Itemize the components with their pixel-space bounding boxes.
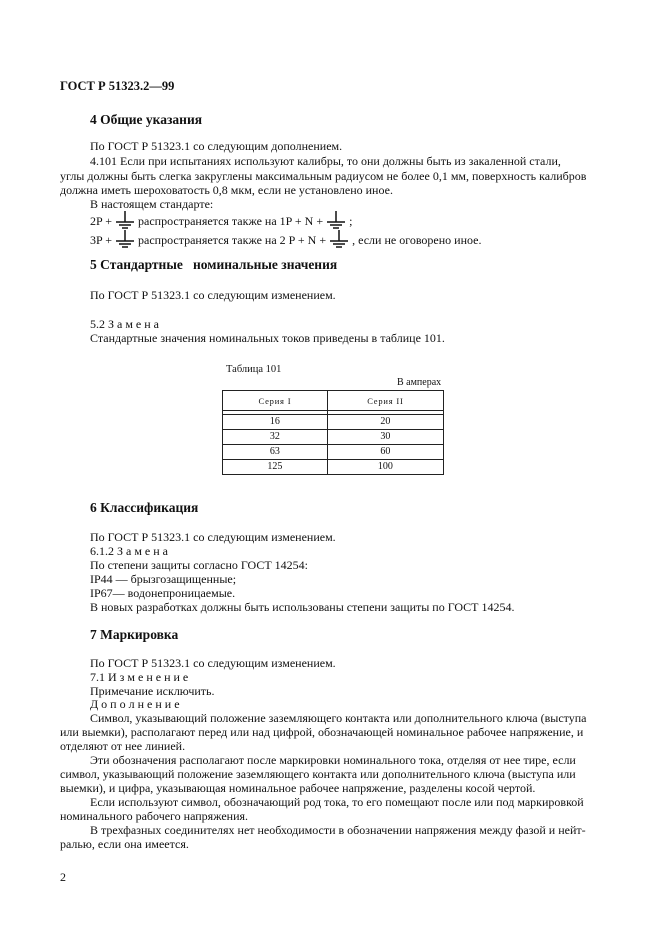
earth-ground-icon bbox=[115, 230, 135, 252]
para-c-line1: Если используют символ, обозначающий род тока, то его помещают после или под маркировкой bbox=[90, 795, 584, 809]
para-d-line1: В трехфазных соединителях нет необходимости в обозначении напряжения между фазой и нейт- bbox=[90, 823, 586, 837]
para-d-line2: ралью, если она имеется. bbox=[60, 837, 189, 851]
table-header-row bbox=[223, 391, 444, 411]
clause-4101-line1: 4.101 Если при испытаниях используют калибры, то они должны быть из закаленной стали, bbox=[90, 154, 561, 168]
section-4-intro: По ГОСТ Р 51323.1 со следующим дополнением. bbox=[90, 139, 343, 153]
table-cell: 100 bbox=[327, 460, 443, 475]
table-header-cell: Серия II bbox=[327, 391, 443, 411]
section-5-title: 5 Стандартные номинальные значения bbox=[90, 257, 338, 272]
section-5-text: Стандартные значения номинальных токов приведены в таблице 101. bbox=[90, 331, 445, 345]
def2-left: 3P + bbox=[90, 233, 112, 247]
section-6-intro: По ГОСТ Р 51323.1 со следующим изменением. bbox=[90, 530, 336, 544]
def1-left: 2P + bbox=[90, 214, 112, 228]
def2-end: , если не оговорено иное. bbox=[352, 233, 482, 247]
section-6-title: 6 Классификация bbox=[90, 500, 199, 515]
para-a-line3: отделяют от нее линией. bbox=[60, 739, 186, 753]
clause-7-1: 7.1 И з м е н е н и е bbox=[90, 670, 189, 684]
earth-ground-icon bbox=[329, 230, 349, 252]
table-unit: В амперах bbox=[397, 377, 442, 388]
table-cell: 125 bbox=[223, 460, 328, 475]
clause-5-2: 5.2 З а м е н а bbox=[90, 317, 160, 331]
section-4-title: 4 Общие указания bbox=[90, 112, 203, 127]
addition-label: Д о п о л н е н и е bbox=[90, 697, 180, 711]
table-row bbox=[223, 460, 444, 475]
table-cell: 63 bbox=[223, 445, 328, 460]
table-cell: 30 bbox=[327, 430, 443, 445]
def1-end: ; bbox=[349, 214, 353, 228]
section-7-title: 7 Маркировка bbox=[90, 627, 179, 642]
para-b-line1: Эти обозначения располагают после маркировки номинального тока, отделяя от нее тире, если bbox=[90, 753, 576, 767]
para-b-line2: символ, указывающий положение заземляющего контакта или дополнительного ключа (выступа или bbox=[60, 767, 576, 781]
section-6-line1: По степени защиты согласно ГОСТ 14254: bbox=[90, 558, 309, 572]
table-row bbox=[223, 430, 444, 445]
para-a-line2: или выемки), располагают перед или над цифрой, обозначающей номинальное рабочее напряжение, и bbox=[60, 725, 584, 739]
section-6-line4: В новых разработках должны быть использованы степени защиты по ГОСТ 14254. bbox=[90, 600, 515, 614]
table-row bbox=[223, 415, 444, 430]
table-cell: 32 bbox=[223, 430, 328, 445]
def1-text: распространяется также на 1P + N + bbox=[138, 214, 324, 228]
section-6-line3: IP67— водонепроницаемые. bbox=[90, 586, 236, 600]
clause-4101-line3: должна иметь шероховатость 0,8 мкм, если не установлено иное. bbox=[60, 183, 393, 197]
table-101 bbox=[222, 390, 444, 475]
clause-4101-line2: углы должны быть слегка закруглены максимальным радиусом не более 0,1 мм, поверхность калибров bbox=[60, 169, 587, 183]
section-6-line2: IP44 — брызгозащищенные; bbox=[90, 572, 237, 586]
definition-line-2 bbox=[90, 230, 482, 252]
table-cell: 60 bbox=[327, 445, 443, 460]
para-b-line3: выемки), и цифра, указывающая номинальное рабочее напряжение, разделены косой чертой. bbox=[60, 781, 536, 795]
clause-6-1-2: 6.1.2 З а м е н а bbox=[90, 544, 169, 558]
section-7-intro: По ГОСТ Р 51323.1 со следующим изменением. bbox=[90, 656, 336, 670]
document-code: ГОСТ Р 51323.2—99 bbox=[60, 79, 175, 93]
def2-text: распространяется также на 2 P + N + bbox=[138, 233, 327, 247]
table-header-cell: Серия I bbox=[223, 391, 328, 411]
para-c-line2: номинального рабочего напряжения. bbox=[60, 809, 249, 823]
section-5-intro: По ГОСТ Р 51323.1 со следующим изменением. bbox=[90, 288, 336, 302]
table-caption: Таблица 101 bbox=[226, 364, 282, 375]
table-cell: 16 bbox=[223, 415, 328, 430]
table-cell: 20 bbox=[327, 415, 443, 430]
para-a-line1: Символ, указывающий положение заземляющего контакта или дополнительного ключа (выступа bbox=[90, 711, 587, 725]
note-removed: Примечание исключить. bbox=[90, 684, 215, 698]
in-standard-line: В настоящем стандарте: bbox=[90, 197, 214, 211]
table-row bbox=[223, 445, 444, 460]
page-number: 2 bbox=[60, 870, 66, 884]
